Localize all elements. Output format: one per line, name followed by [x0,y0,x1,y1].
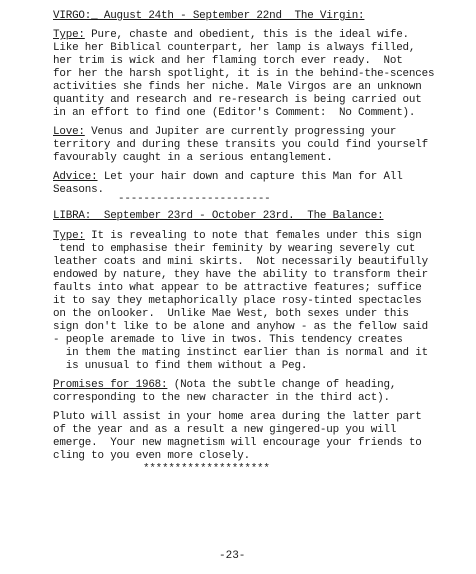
libra-type-label: Type: [53,230,85,242]
virgo-type-line-1: Type: Pure, chaste and obedient, this is the ideal wife. [53,29,409,41]
libra-type-line-4: endowed by nature, they have the ability to transform their [53,269,428,281]
virgo-love-label: Love: [53,126,85,138]
libra-type-line-6: it to say they metaphorically place rosy-tinted spectacles [53,295,422,307]
libra-type-line-11: is unusual to find them without a Peg. [53,360,308,372]
virgo-type-line-6: quantity and research and re-research is being carried out [53,94,422,106]
virgo-type-label: Type: [53,29,85,41]
page-number: -23- [219,550,246,562]
virgo-type-line-4: for her the harsh spotlight, it is in the behind-the-scences [53,68,435,80]
libra-type-line-7: on the onlooker. Unlike Mae West, both sexes under this [53,308,409,320]
libra-type-line-8: sign don't like to be alone and anyhow - as the fellow said [53,321,428,333]
libra-type-line-10: in them the mating instinct earlier than is normal and it [53,347,428,359]
libra-type-line-9: - people aremade to live in twos. This tendency creates [53,334,403,346]
libra-type-line-5: faults into what appear to be attractive features; suffice [53,282,422,294]
libra-type-line-1: Type: It is revealing to note that females under this sign [53,230,422,242]
virgo-type-line-7: in an effort to find one (Editor's Comment: No Comment). [53,107,416,119]
libra-promises-line-2: corresponding to the new character in the third act). [53,392,390,404]
libra-pluto-line-1: Pluto will assist in your home area during the latter part [53,411,422,423]
libra-type-line-3: leather coats and mini skirts. Not necessarily beautifully [53,256,428,268]
virgo-love-line-3: favourably caught in a serious entanglement. [53,152,333,164]
virgo-love-line-1: Love: Venus and Jupiter are currently progressing your [53,126,397,138]
stars-divider: ******************** [143,463,270,475]
libra-promises-label: Promises for 1968: [53,379,168,391]
virgo-advice-line-2: Seasons. [53,184,104,196]
virgo-type-line-2: Like her Biblical counterpart, her lamp is always filled, [53,42,416,54]
virgo-heading: VIRGO:_ August 24th - September 22nd The Virgin: [53,10,365,22]
virgo-type-line-3: her trim is wick and her flaming torch ever ready. Not [53,55,403,67]
libra-type-line-2: tend to emphasise their feminity by wearing severely cut [53,243,416,255]
virgo-type-line-5: activities she finds her niche. Male Virgos are an unknown [53,81,422,93]
libra-heading: LIBRA: September 23rd - October 23rd. The Balance: [53,210,384,222]
section-separator: ------------------------ [118,193,271,205]
virgo-advice-line-1: Advice: Let your hair down and capture this Man for All [53,171,403,183]
libra-pluto-line-2: of the year and as a result a new gingered-up you will [53,424,397,436]
libra-pluto-line-4: cling to you even more closely. [53,450,251,462]
virgo-love-line-2: territory and during these transits you could find yourself [53,139,428,151]
virgo-advice-label: Advice: [53,171,98,183]
libra-pluto-line-3: emerge. Your new magnetism will encourage your friends to [53,437,422,449]
libra-promises-line-1: Promises for 1968: (Nota the subtle change of heading, [53,379,397,391]
